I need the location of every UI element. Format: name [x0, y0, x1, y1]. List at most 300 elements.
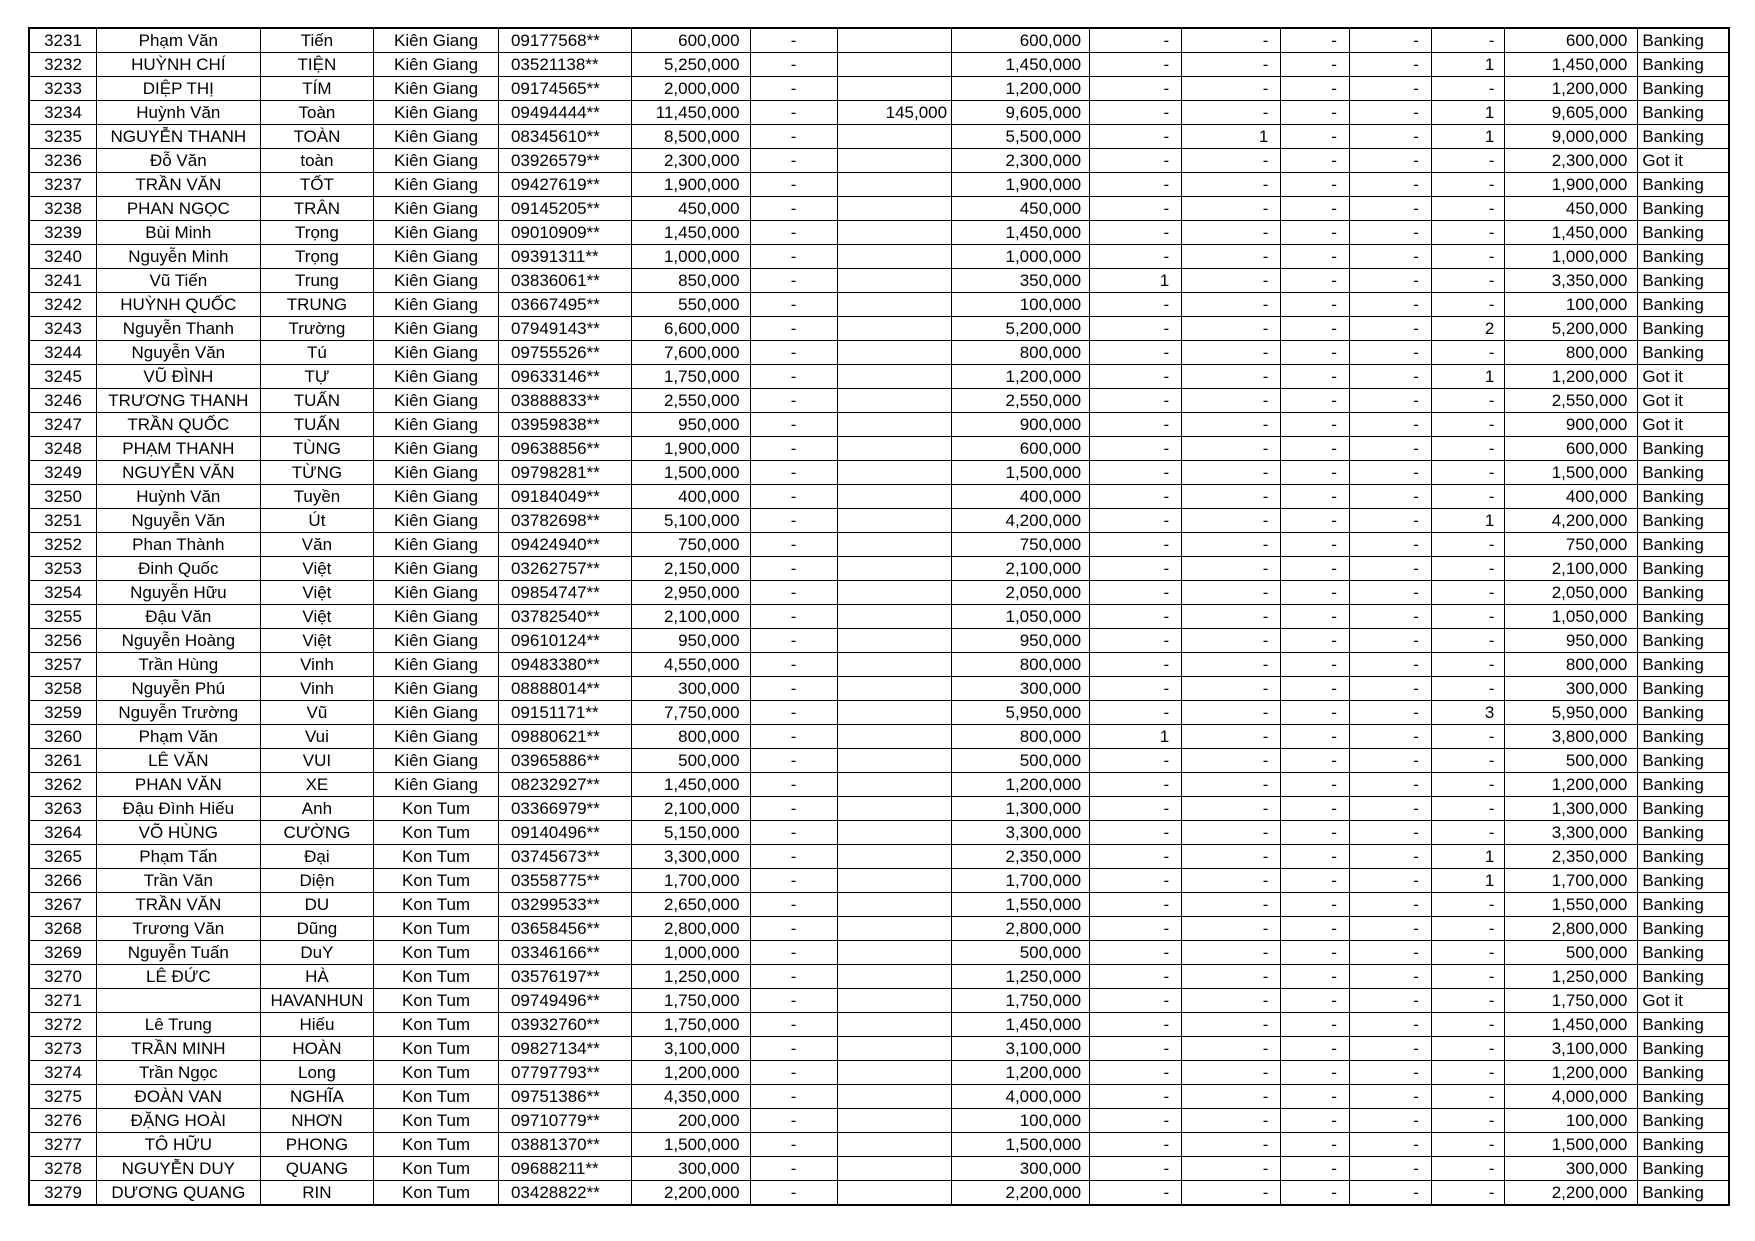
paid-amount-cell: 400,000: [952, 485, 1090, 509]
payment-method-cell: Banking: [1638, 725, 1729, 749]
phone-cell: 03262757**: [498, 557, 631, 581]
count-col-d-cell: -: [1349, 341, 1431, 365]
count-col-b-cell: -: [1182, 77, 1281, 101]
table-row: [29, 149, 1729, 173]
surname-cell: HUỲNH CHÍ: [97, 53, 261, 77]
row-number-cell: 3252: [29, 533, 97, 557]
given-name-cell: Trung: [260, 269, 374, 293]
deduction-cell: 145,000: [837, 101, 952, 125]
row-number-cell: 3256: [29, 629, 97, 653]
dash-column-cell: -: [750, 173, 837, 197]
paid-amount-cell: 1,200,000: [952, 77, 1090, 101]
payment-method-cell: Banking: [1638, 437, 1729, 461]
total-amount-cell: 1,900,000: [1505, 173, 1638, 197]
table-row: [29, 437, 1729, 461]
row-number-cell: 3260: [29, 725, 97, 749]
deduction-cell: [837, 245, 952, 269]
deduction-cell: [837, 629, 952, 653]
count-col-d-cell: -: [1349, 28, 1431, 53]
province-cell: Kiên Giang: [374, 413, 499, 437]
dash-column-cell: -: [750, 509, 837, 533]
paid-amount-cell: 600,000: [952, 437, 1090, 461]
count-col-c-cell: -: [1281, 1085, 1350, 1109]
paid-amount-cell: 1,000,000: [952, 245, 1090, 269]
payment-method-cell: Banking: [1638, 317, 1729, 341]
count-col-e-cell: -: [1431, 269, 1505, 293]
count-col-d-cell: -: [1349, 101, 1431, 125]
table-row: [29, 797, 1729, 821]
amount-cell: 800,000: [631, 725, 750, 749]
row-number-cell: 3246: [29, 389, 97, 413]
paid-amount-cell: 1,450,000: [952, 221, 1090, 245]
count-col-b-cell: -: [1182, 53, 1281, 77]
payment-method-cell: Banking: [1638, 701, 1729, 725]
count-col-d-cell: -: [1349, 245, 1431, 269]
phone-cell: 09424940**: [498, 533, 631, 557]
count-col-c-cell: -: [1281, 533, 1350, 557]
given-name-cell: PHONG: [260, 1133, 374, 1157]
dash-column-cell: -: [750, 869, 837, 893]
amount-cell: 1,450,000: [631, 221, 750, 245]
payment-method-cell: Banking: [1638, 509, 1729, 533]
phone-cell: 07949143**: [498, 317, 631, 341]
deduction-cell: [837, 533, 952, 557]
dash-column-cell: -: [750, 749, 837, 773]
count-col-d-cell: -: [1349, 1061, 1431, 1085]
given-name-cell: Vinh: [260, 653, 374, 677]
count-col-a-cell: -: [1090, 293, 1182, 317]
row-number-cell: 3267: [29, 893, 97, 917]
paid-amount-cell: 1,200,000: [952, 1061, 1090, 1085]
table-row: [29, 653, 1729, 677]
dash-column-cell: -: [750, 293, 837, 317]
given-name-cell: Đại: [260, 845, 374, 869]
row-number-cell: 3276: [29, 1109, 97, 1133]
dash-column-cell: -: [750, 941, 837, 965]
paid-amount-cell: 800,000: [952, 653, 1090, 677]
total-amount-cell: 600,000: [1505, 28, 1638, 53]
row-number-cell: 3268: [29, 917, 97, 941]
count-col-e-cell: 1: [1431, 53, 1505, 77]
amount-cell: 3,300,000: [631, 845, 750, 869]
dash-column-cell: -: [750, 1181, 837, 1206]
province-cell: Kiên Giang: [374, 317, 499, 341]
payment-method-cell: Banking: [1638, 197, 1729, 221]
dash-column-cell: -: [750, 437, 837, 461]
count-col-c-cell: -: [1281, 197, 1350, 221]
surname-cell: ĐẶNG HOÀI: [97, 1109, 261, 1133]
phone-cell: 03782540**: [498, 605, 631, 629]
row-number-cell: 3245: [29, 365, 97, 389]
paid-amount-cell: 900,000: [952, 413, 1090, 437]
total-amount-cell: 1,750,000: [1505, 989, 1638, 1013]
count-col-e-cell: -: [1431, 1037, 1505, 1061]
deduction-cell: [837, 197, 952, 221]
total-amount-cell: 400,000: [1505, 485, 1638, 509]
surname-cell: Nguyễn Minh: [97, 245, 261, 269]
payment-method-cell: Banking: [1638, 893, 1729, 917]
count-col-d-cell: -: [1349, 149, 1431, 173]
province-cell: Kiên Giang: [374, 461, 499, 485]
count-col-a-cell: -: [1090, 797, 1182, 821]
province-cell: Kon Tum: [374, 965, 499, 989]
deduction-cell: [837, 317, 952, 341]
row-number-cell: 3259: [29, 701, 97, 725]
count-col-b-cell: -: [1182, 605, 1281, 629]
given-name-cell: TOÀN: [260, 125, 374, 149]
table-row: [29, 1133, 1729, 1157]
total-amount-cell: 1,450,000: [1505, 53, 1638, 77]
count-col-a-cell: -: [1090, 845, 1182, 869]
payment-method-cell: Got it: [1638, 989, 1729, 1013]
count-col-b-cell: -: [1182, 821, 1281, 845]
total-amount-cell: 2,300,000: [1505, 149, 1638, 173]
phone-cell: 03521138**: [498, 53, 631, 77]
paid-amount-cell: 300,000: [952, 1157, 1090, 1181]
table-row: [29, 365, 1729, 389]
count-col-a-cell: -: [1090, 317, 1182, 341]
count-col-a-cell: -: [1090, 341, 1182, 365]
count-col-c-cell: -: [1281, 869, 1350, 893]
count-col-e-cell: -: [1431, 28, 1505, 53]
count-col-b-cell: -: [1182, 701, 1281, 725]
dash-column-cell: -: [750, 629, 837, 653]
table-row: [29, 245, 1729, 269]
payment-method-cell: Banking: [1638, 101, 1729, 125]
dash-column-cell: -: [750, 701, 837, 725]
count-col-c-cell: -: [1281, 989, 1350, 1013]
province-cell: Kiên Giang: [374, 125, 499, 149]
count-col-d-cell: -: [1349, 989, 1431, 1013]
given-name-cell: Tiến: [260, 28, 374, 53]
count-col-a-cell: -: [1090, 653, 1182, 677]
amount-cell: 2,100,000: [631, 797, 750, 821]
count-col-e-cell: -: [1431, 917, 1505, 941]
payment-method-cell: Banking: [1638, 677, 1729, 701]
count-col-b-cell: -: [1182, 221, 1281, 245]
count-col-e-cell: -: [1431, 461, 1505, 485]
given-name-cell: Tú: [260, 341, 374, 365]
count-col-e-cell: -: [1431, 1181, 1505, 1206]
paid-amount-cell: 1,550,000: [952, 893, 1090, 917]
phone-cell: 09494444**: [498, 101, 631, 125]
count-col-d-cell: -: [1349, 725, 1431, 749]
payment-method-cell: Banking: [1638, 917, 1729, 941]
given-name-cell: TRÂN: [260, 197, 374, 221]
count-col-c-cell: -: [1281, 1013, 1350, 1037]
count-col-e-cell: -: [1431, 221, 1505, 245]
given-name-cell: Toàn: [260, 101, 374, 125]
count-col-b-cell: -: [1182, 389, 1281, 413]
total-amount-cell: 5,950,000: [1505, 701, 1638, 725]
table-row: [29, 941, 1729, 965]
payment-method-cell: Banking: [1638, 629, 1729, 653]
deduction-cell: [837, 701, 952, 725]
count-col-a-cell: -: [1090, 125, 1182, 149]
given-name-cell: Vui: [260, 725, 374, 749]
given-name-cell: CƯỜNG: [260, 821, 374, 845]
total-amount-cell: 2,800,000: [1505, 917, 1638, 941]
deduction-cell: [837, 653, 952, 677]
payment-method-cell: Got it: [1638, 413, 1729, 437]
count-col-d-cell: -: [1349, 677, 1431, 701]
total-amount-cell: 300,000: [1505, 677, 1638, 701]
count-col-a-cell: -: [1090, 1181, 1182, 1206]
given-name-cell: HÀ: [260, 965, 374, 989]
count-col-d-cell: -: [1349, 197, 1431, 221]
count-col-b-cell: -: [1182, 485, 1281, 509]
paid-amount-cell: 5,500,000: [952, 125, 1090, 149]
total-amount-cell: 450,000: [1505, 197, 1638, 221]
dash-column-cell: -: [750, 245, 837, 269]
phone-cell: 03932760**: [498, 1013, 631, 1037]
count-col-a-cell: -: [1090, 437, 1182, 461]
paid-amount-cell: 1,750,000: [952, 989, 1090, 1013]
dash-column-cell: -: [750, 821, 837, 845]
table-row: [29, 581, 1729, 605]
phone-cell: 09827134**: [498, 1037, 631, 1061]
count-col-e-cell: 1: [1431, 845, 1505, 869]
amount-cell: 2,300,000: [631, 149, 750, 173]
phone-cell: 03888833**: [498, 389, 631, 413]
dash-column-cell: -: [750, 221, 837, 245]
payment-method-cell: Banking: [1638, 581, 1729, 605]
row-number-cell: 3275: [29, 1085, 97, 1109]
given-name-cell: TIỆN: [260, 53, 374, 77]
count-col-c-cell: -: [1281, 485, 1350, 509]
given-name-cell: Trọng: [260, 221, 374, 245]
phone-cell: 09710779**: [498, 1109, 631, 1133]
count-col-c-cell: -: [1281, 317, 1350, 341]
dash-column-cell: -: [750, 317, 837, 341]
total-amount-cell: 1,500,000: [1505, 461, 1638, 485]
phone-cell: 09755526**: [498, 341, 631, 365]
count-col-e-cell: -: [1431, 293, 1505, 317]
surname-cell: PHẠM THANH: [97, 437, 261, 461]
province-cell: Kiên Giang: [374, 533, 499, 557]
row-number-cell: 3233: [29, 77, 97, 101]
row-number-cell: 3271: [29, 989, 97, 1013]
count-col-e-cell: 1: [1431, 101, 1505, 125]
paid-amount-cell: 1,200,000: [952, 773, 1090, 797]
count-col-e-cell: -: [1431, 893, 1505, 917]
count-col-a-cell: -: [1090, 917, 1182, 941]
dash-column-cell: -: [750, 773, 837, 797]
province-cell: Kiên Giang: [374, 365, 499, 389]
count-col-d-cell: -: [1349, 437, 1431, 461]
count-col-e-cell: -: [1431, 941, 1505, 965]
amount-cell: 750,000: [631, 533, 750, 557]
total-amount-cell: 3,350,000: [1505, 269, 1638, 293]
table-row: [29, 1181, 1729, 1206]
dash-column-cell: -: [750, 485, 837, 509]
amount-cell: 1,250,000: [631, 965, 750, 989]
given-name-cell: Út: [260, 509, 374, 533]
deduction-cell: [837, 485, 952, 509]
count-col-c-cell: -: [1281, 509, 1350, 533]
surname-cell: Huỳnh Văn: [97, 101, 261, 125]
province-cell: Kon Tum: [374, 917, 499, 941]
given-name-cell: NHƠN: [260, 1109, 374, 1133]
dash-column-cell: -: [750, 341, 837, 365]
province-cell: Kiên Giang: [374, 245, 499, 269]
count-col-b-cell: -: [1182, 725, 1281, 749]
count-col-c-cell: -: [1281, 941, 1350, 965]
count-col-c-cell: -: [1281, 1157, 1350, 1181]
amount-cell: 1,450,000: [631, 773, 750, 797]
count-col-d-cell: -: [1349, 749, 1431, 773]
count-col-d-cell: -: [1349, 413, 1431, 437]
surname-cell: TRẦN QUỐC: [97, 413, 261, 437]
row-number-cell: 3257: [29, 653, 97, 677]
table-row: [29, 389, 1729, 413]
row-number-cell: 3247: [29, 413, 97, 437]
payment-method-cell: Banking: [1638, 1037, 1729, 1061]
surname-cell: Phạm Văn: [97, 725, 261, 749]
deduction-cell: [837, 893, 952, 917]
surname-cell: Nguyễn Văn: [97, 341, 261, 365]
province-cell: Kon Tum: [374, 893, 499, 917]
row-number-cell: 3266: [29, 869, 97, 893]
total-amount-cell: 3,100,000: [1505, 1037, 1638, 1061]
count-col-c-cell: -: [1281, 1037, 1350, 1061]
payment-method-cell: Banking: [1638, 653, 1729, 677]
table-row: [29, 173, 1729, 197]
count-col-c-cell: -: [1281, 77, 1350, 101]
surname-cell: TRẦN VĂN: [97, 173, 261, 197]
row-number-cell: 3262: [29, 773, 97, 797]
province-cell: Kon Tum: [374, 941, 499, 965]
count-col-b-cell: -: [1182, 869, 1281, 893]
count-col-a-cell: -: [1090, 1061, 1182, 1085]
amount-cell: 1,750,000: [631, 1013, 750, 1037]
payment-method-cell: Got it: [1638, 389, 1729, 413]
table-row: [29, 845, 1729, 869]
province-cell: Kon Tum: [374, 1109, 499, 1133]
amount-cell: 1,900,000: [631, 437, 750, 461]
table-row: [29, 53, 1729, 77]
paid-amount-cell: 950,000: [952, 629, 1090, 653]
count-col-a-cell: -: [1090, 1085, 1182, 1109]
phone-cell: 09391311**: [498, 245, 631, 269]
given-name-cell: Trường: [260, 317, 374, 341]
given-name-cell: TUẤN: [260, 389, 374, 413]
count-col-a-cell: -: [1090, 533, 1182, 557]
deduction-cell: [837, 749, 952, 773]
given-name-cell: TÍM: [260, 77, 374, 101]
amount-cell: 8,500,000: [631, 125, 750, 149]
row-number-cell: 3254: [29, 581, 97, 605]
row-number-cell: 3240: [29, 245, 97, 269]
total-amount-cell: 1,000,000: [1505, 245, 1638, 269]
phone-cell: 03558775**: [498, 869, 631, 893]
count-col-d-cell: -: [1349, 1085, 1431, 1109]
amount-cell: 500,000: [631, 749, 750, 773]
row-number-cell: 3261: [29, 749, 97, 773]
amount-cell: 2,800,000: [631, 917, 750, 941]
amount-cell: 5,100,000: [631, 509, 750, 533]
paid-amount-cell: 750,000: [952, 533, 1090, 557]
amount-cell: 2,550,000: [631, 389, 750, 413]
count-col-e-cell: -: [1431, 773, 1505, 797]
table-row: [29, 533, 1729, 557]
count-col-b-cell: -: [1182, 941, 1281, 965]
total-amount-cell: 3,800,000: [1505, 725, 1638, 749]
given-name-cell: TRUNG: [260, 293, 374, 317]
table-row: [29, 1061, 1729, 1085]
payment-method-cell: Banking: [1638, 1061, 1729, 1085]
count-col-b-cell: -: [1182, 269, 1281, 293]
count-col-c-cell: -: [1281, 629, 1350, 653]
count-col-b-cell: -: [1182, 173, 1281, 197]
dash-column-cell: -: [750, 893, 837, 917]
given-name-cell: Vinh: [260, 677, 374, 701]
table-row: [29, 269, 1729, 293]
row-number-cell: 3273: [29, 1037, 97, 1061]
count-col-b-cell: -: [1182, 101, 1281, 125]
deduction-cell: [837, 365, 952, 389]
surname-cell: Phạm Văn: [97, 28, 261, 53]
amount-cell: 1,500,000: [631, 461, 750, 485]
deduction-cell: [837, 77, 952, 101]
count-col-d-cell: -: [1349, 701, 1431, 725]
deduction-cell: [837, 581, 952, 605]
amount-cell: 950,000: [631, 413, 750, 437]
province-cell: Kiên Giang: [374, 629, 499, 653]
count-col-b-cell: -: [1182, 461, 1281, 485]
count-col-b-cell: -: [1182, 677, 1281, 701]
count-col-a-cell: 1: [1090, 269, 1182, 293]
paid-amount-cell: 1,700,000: [952, 869, 1090, 893]
amount-cell: 3,100,000: [631, 1037, 750, 1061]
count-col-c-cell: -: [1281, 797, 1350, 821]
count-col-e-cell: -: [1431, 437, 1505, 461]
phone-cell: 03881370**: [498, 1133, 631, 1157]
table-row: [29, 1037, 1729, 1061]
amount-cell: 600,000: [631, 28, 750, 53]
count-col-d-cell: -: [1349, 485, 1431, 509]
count-col-a-cell: -: [1090, 173, 1182, 197]
amount-cell: 4,550,000: [631, 653, 750, 677]
given-name-cell: TỐT: [260, 173, 374, 197]
count-col-b-cell: -: [1182, 293, 1281, 317]
table-row: [29, 605, 1729, 629]
paid-amount-cell: 100,000: [952, 1109, 1090, 1133]
row-number-cell: 3241: [29, 269, 97, 293]
dash-column-cell: -: [750, 269, 837, 293]
count-col-e-cell: 3: [1431, 701, 1505, 725]
row-number-cell: 3242: [29, 293, 97, 317]
count-col-c-cell: -: [1281, 821, 1350, 845]
dash-column-cell: -: [750, 653, 837, 677]
table-row: [29, 557, 1729, 581]
table-row: [29, 965, 1729, 989]
surname-cell: VÕ HÙNG: [97, 821, 261, 845]
deduction-cell: [837, 389, 952, 413]
amount-cell: 1,700,000: [631, 869, 750, 893]
dash-column-cell: -: [750, 1061, 837, 1085]
table-row: [29, 221, 1729, 245]
row-number-cell: 3278: [29, 1157, 97, 1181]
paid-amount-cell: 1,500,000: [952, 461, 1090, 485]
deduction-cell: [837, 125, 952, 149]
total-amount-cell: 950,000: [1505, 629, 1638, 653]
payment-method-cell: Banking: [1638, 941, 1729, 965]
phone-cell: 09184049**: [498, 485, 631, 509]
surname-cell: Đậu Văn: [97, 605, 261, 629]
amount-cell: 1,750,000: [631, 989, 750, 1013]
dash-column-cell: -: [750, 797, 837, 821]
